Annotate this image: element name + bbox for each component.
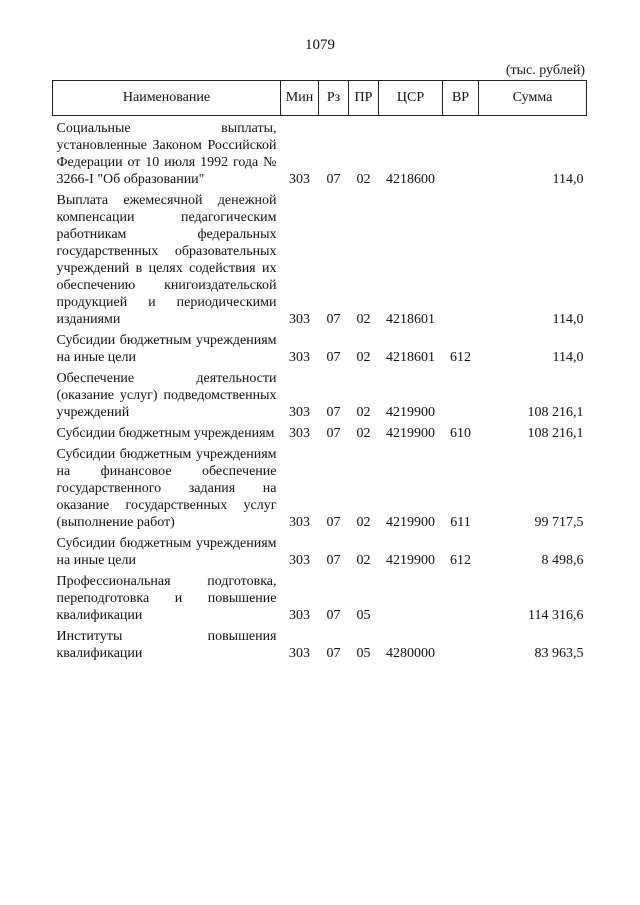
row-csr: 4219900 bbox=[386, 515, 435, 530]
row-vr bbox=[443, 624, 479, 662]
row-csr: 4218600 bbox=[386, 172, 435, 187]
row-vr: 611 bbox=[450, 515, 471, 530]
table-row bbox=[53, 328, 587, 366]
header-pr: ПР bbox=[349, 81, 379, 116]
row-rz: 07 bbox=[326, 172, 341, 187]
row-sum: 108 216,1 bbox=[527, 405, 584, 420]
header-vr: ВР bbox=[443, 81, 479, 116]
header-rz: Рз bbox=[319, 81, 349, 116]
row-pr: 05 bbox=[356, 608, 371, 623]
table-row bbox=[53, 569, 587, 624]
row-vr: 610 bbox=[450, 426, 471, 441]
row-name: Выплата ежемесячной денежной компенсации педагогическим работникам федеральных государственных образовательных учреждений в целях содействия их обеспечению книгоиздательской продукцией и периодическими изданиями bbox=[56, 193, 277, 327]
row-pr: 02 bbox=[356, 312, 371, 327]
row-vr bbox=[443, 188, 479, 328]
row-vr: 612 bbox=[450, 553, 471, 568]
table-row bbox=[53, 188, 587, 328]
row-vr bbox=[443, 366, 479, 421]
row-pr: 02 bbox=[356, 172, 371, 187]
row-vr bbox=[443, 116, 479, 189]
row-sum: 99 717,5 bbox=[534, 515, 584, 530]
row-vr: 612 bbox=[450, 350, 471, 365]
table-row bbox=[53, 531, 587, 569]
table-row bbox=[53, 116, 587, 189]
row-rz: 07 bbox=[326, 646, 341, 661]
row-sum: 8 498,6 bbox=[541, 553, 584, 568]
header-sum: Сумма bbox=[479, 81, 587, 116]
row-name: Обеспечение деятельности (оказание услуг) подведомственных учреждений bbox=[56, 371, 277, 420]
row-name: Социальные выплаты, установленные Законом Российской Федерации от 10 июля 1992 года № 3266-I "Об образовании" bbox=[56, 121, 277, 187]
row-name: Субсидии бюджетным учреждениям на финансовое обеспечение государственного задания на оказание государственных услуг (выполнение работ) bbox=[56, 447, 277, 530]
row-min: 303 bbox=[289, 426, 310, 441]
row-csr: 4218601 bbox=[386, 312, 435, 327]
row-csr: 4218601 bbox=[386, 350, 435, 365]
row-vr bbox=[443, 569, 479, 624]
row-rz: 07 bbox=[326, 553, 341, 568]
row-rz: 07 bbox=[326, 405, 341, 420]
header-csr: ЦСР bbox=[379, 81, 443, 116]
row-csr bbox=[379, 569, 443, 624]
header-min: Мин bbox=[281, 81, 319, 116]
units-label: (тыс. рублей) bbox=[505, 63, 585, 78]
row-name: Субсидии бюджетным учреждениям на иные цели bbox=[56, 333, 277, 365]
row-pr: 02 bbox=[356, 515, 371, 530]
row-min: 303 bbox=[289, 405, 310, 420]
row-pr: 02 bbox=[356, 405, 371, 420]
row-rz: 07 bbox=[326, 426, 341, 441]
row-rz: 07 bbox=[326, 350, 341, 365]
row-min: 303 bbox=[289, 350, 310, 365]
row-min: 303 bbox=[289, 312, 310, 327]
row-sum: 114,0 bbox=[552, 350, 584, 365]
table-header-row bbox=[53, 81, 587, 116]
row-name: Институты повышения квалификации bbox=[56, 629, 277, 661]
row-pr: 02 bbox=[356, 350, 371, 365]
table-row bbox=[53, 366, 587, 421]
row-csr: 4219900 bbox=[386, 405, 435, 420]
row-pr: 02 bbox=[356, 426, 371, 441]
row-rz: 07 bbox=[326, 515, 341, 530]
row-min: 303 bbox=[289, 172, 310, 187]
row-min: 303 bbox=[289, 553, 310, 568]
budget-table bbox=[52, 80, 587, 662]
row-name: Субсидии бюджетным учреждениям bbox=[56, 426, 275, 441]
row-sum: 114 316,6 bbox=[528, 608, 584, 623]
row-min: 303 bbox=[289, 646, 310, 661]
row-min: 303 bbox=[289, 515, 310, 530]
header-name: Наименование bbox=[53, 81, 281, 116]
row-min: 303 bbox=[289, 608, 310, 623]
table-row bbox=[53, 624, 587, 662]
row-sum: 114,0 bbox=[552, 172, 584, 187]
row-rz: 07 bbox=[326, 608, 341, 623]
row-csr: 4219900 bbox=[386, 553, 435, 568]
row-sum: 83 963,5 bbox=[534, 646, 584, 661]
row-name: Субсидии бюджетным учреждениям на иные цели bbox=[56, 536, 277, 568]
page-number: 1079 bbox=[305, 37, 335, 53]
row-sum: 108 216,1 bbox=[527, 426, 584, 441]
row-name: Профессиональная подготовка, переподготовка и повышение квалификации bbox=[56, 574, 277, 623]
row-csr: 4219900 bbox=[386, 426, 435, 441]
table-row bbox=[53, 421, 587, 442]
row-rz: 07 bbox=[326, 312, 341, 327]
table-row bbox=[53, 442, 587, 531]
row-sum: 114,0 bbox=[552, 312, 584, 327]
row-pr: 02 bbox=[356, 553, 371, 568]
row-csr: 4280000 bbox=[386, 646, 435, 661]
row-pr: 05 bbox=[356, 646, 371, 661]
